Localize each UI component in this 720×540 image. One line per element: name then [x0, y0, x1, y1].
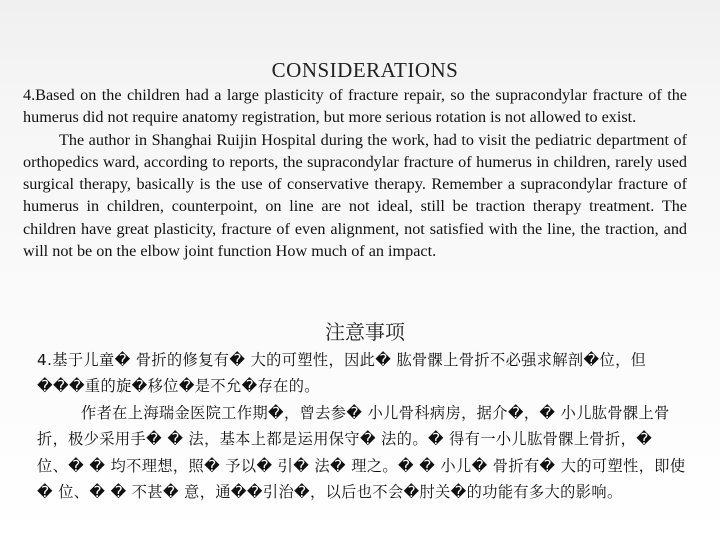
- english-paragraph-2: The author in Shanghai Ruijin Hospital during the work, had to visit the pediatric department of orthopedics ward, according to reports, the supracondylar fracture of humerus in children, rarely used surgical therapy, basically is the use of conservative therapy. Remember a supracondylar fracture of humerus in children, counterpoint, on line are not ideal, still be traction therapy treatment. The children have great plasticity, fracture of even alignment, not satisfied with the line, the traction, and will not be on the elbow joint function How much of an impact.: [23, 130, 687, 261]
- chinese-heading: 注意事项: [325, 320, 405, 344]
- english-text-block: [23, 84, 687, 262]
- chinese-text-block: [37, 347, 687, 505]
- english-paragraph-1: 4.Based on the children had a large plasticity of fracture repair, so the supracondylar fracture of the humerus did not require anatomy registration, but more serious rotation is not allowed to exist.: [23, 86, 687, 127]
- chinese-paragraph-1: 4.基于儿童� 骨折的修复有� 大的可塑性，因此� 肱骨髁上骨折不必强求解剖�位，但���重的旋�移位�是不允�存在的。: [37, 351, 647, 396]
- chinese-paragraph-2: 作者在上海瑞金医院工作期�，曾去参� 小儿骨科病房，据介�，� 小儿肱骨髁上骨折，极少采用手� � 法，基本上都是运用保守� 法的。� 得有一小儿肱骨髁上骨折，� 位、� � 均不理想，照� 予以� 引� 法� 理之。� � 小儿� 骨折有� 大的可塑性，即使� 位、� � 不甚� 意，通��引治�，以后也不会�肘关�的功能有多大的影响。: [37, 403, 686, 502]
- english-heading: CONSIDERATIONS: [271, 58, 459, 82]
